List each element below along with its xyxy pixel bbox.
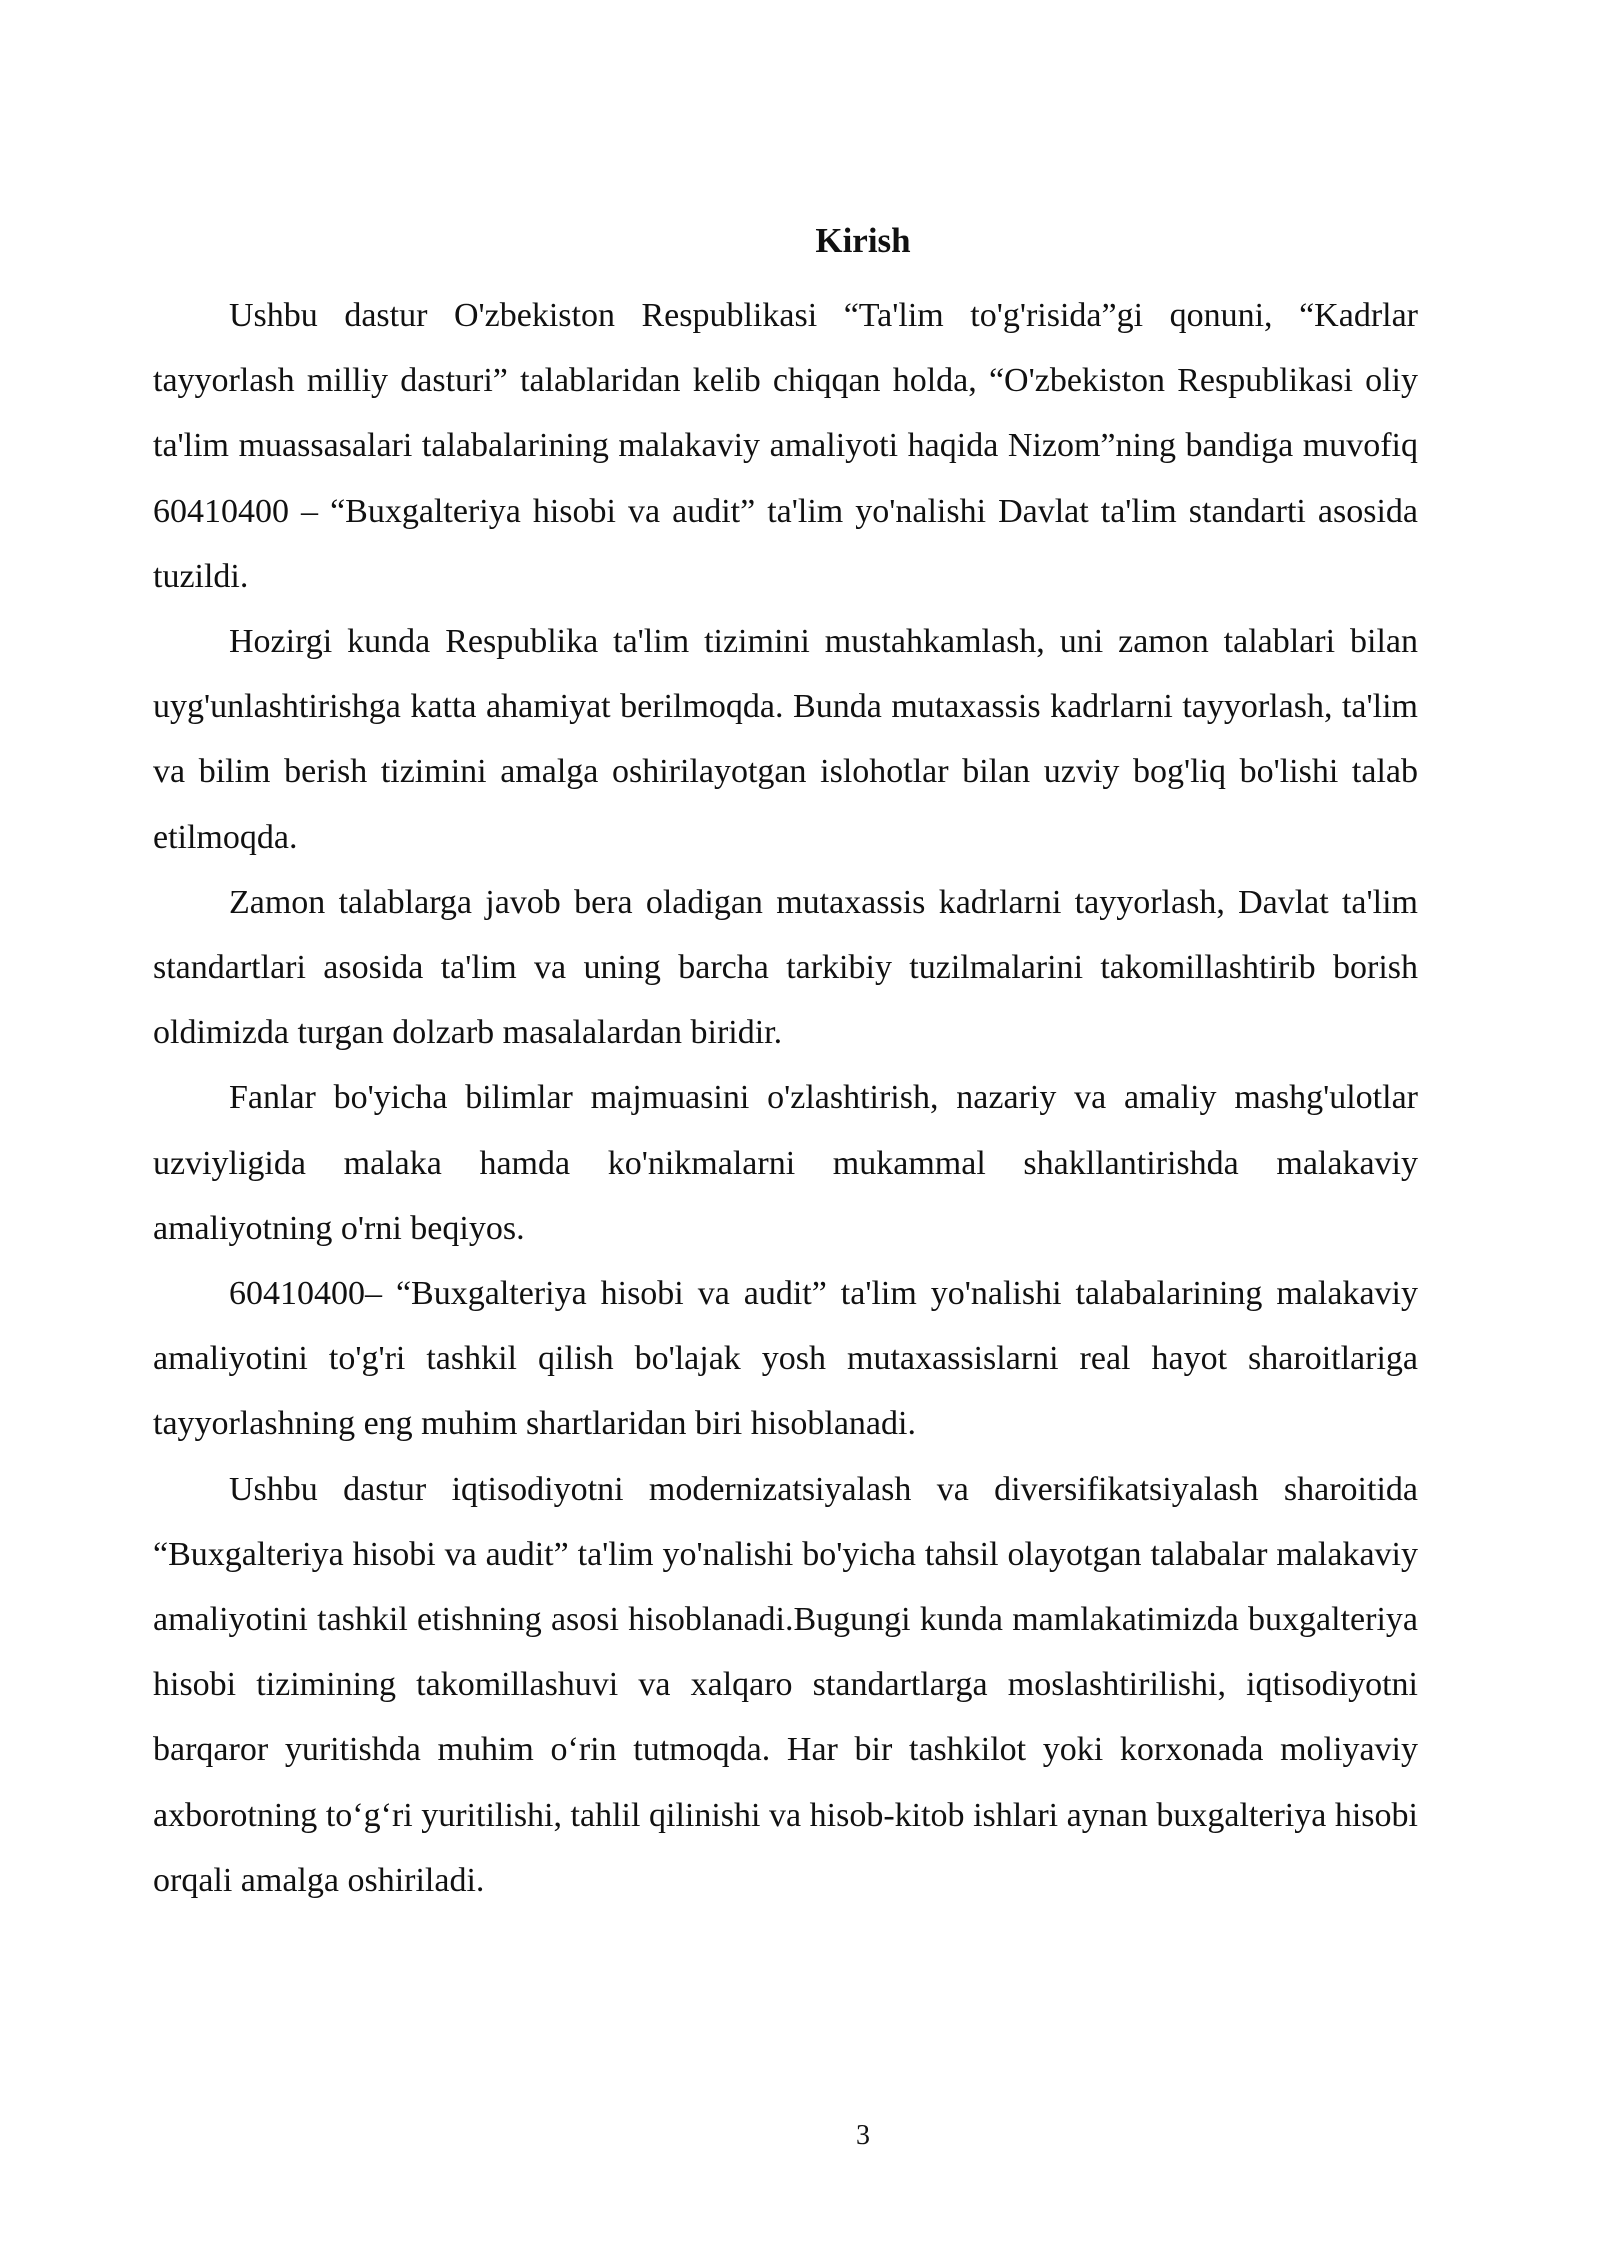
paragraph-6: Ushbu dastur iqtisodiyotni modernizatsiyalash va diversifikatsiyalash sharoitida “Buxgalteriya hisobi va audit” ta'lim yo'nalishi bo'yicha tahsil olayotgan talabalar malakaviy amaliyotini tashkil etishning asosi hisoblanadi.Bugungi kunda mamlakatimizda buxgalteriya hisobi tizimining takomillashuvi va xalqaro standartlarga moslashtirilishi, iqtisodiyotni barqaror yuritishda muhim o‘rin tutmoqda. Har bir tashkilot yoki korxonada moliyaviy axborotning to‘g‘ri yuritilishi, tahlil qilinishi va hisob-kitob ishlari aynan buxgalteriya hisobi orqali amalga oshiriladi. — [153, 1470, 1418, 1899]
paragraph-4: Fanlar bo'yicha bilimlar majmuasini o'zlashtirish, nazariy va amaliy mashg'ulotlar uzviyligida malaka hamda ko'nikmalarni mukammal shakllantirishda malakaviy amaliyotning o'rni beqiyos. — [153, 1079, 1418, 1247]
paragraph-3: Zamon talablarga javob bera oladigan mutaxassis kadrlarni tayyorlash, Davlat ta'lim standartlari asosida ta'lim va uning barcha tarkibiy tuzilmalarini takomillashtirib borish oldimizda turgan dolzarb masalalardan biridir. — [153, 883, 1418, 1052]
paragraph-2: Hozirgi kunda Respublika ta'lim tizimini mustahkamlash, uni zamon talablari bilan uyg'unlashtirishga katta ahamiyat berilmoqda. Bunda mutaxassis kadrlarni tayyorlash, ta'lim va bilim berish tizimini amalga oshirilayotgan islohotlar bilan uzviy bog'liq bo'lishi talab etilmoqda. — [153, 623, 1418, 856]
document-body — [153, 283, 1418, 1913]
paragraph-1: Ushbu dastur O'zbekiston Respublikasi “Ta'lim to'g'risida”gi qonuni, “Kadrlar tayyorlash milliy dasturi” talablaridan kelib chiqqan holda, “O'zbekiston Respublikasi oliy ta'lim muassasalari talabalarining malakaviy amaliyoti haqida Nizom”ning bandiga muvofiq 60410400 – “Buxgalteriya hisobi va audit” ta'lim yo'nalishi Davlat ta'lim standarti asosida tuzildi. — [153, 297, 1418, 595]
page-number: 3 — [856, 2120, 870, 2151]
page-title: Kirish — [815, 221, 911, 260]
paragraph-5: 60410400– “Buxgalteriya hisobi va audit” ta'lim yo'nalishi talabalarining malakaviy amaliyotini to'g'ri tashkil qilish bo'lajak yosh mutaxassislarni real hayot sharoitlariga tayyorlashning eng muhim shartlaridan biri hisoblanadi. — [153, 1275, 1418, 1443]
